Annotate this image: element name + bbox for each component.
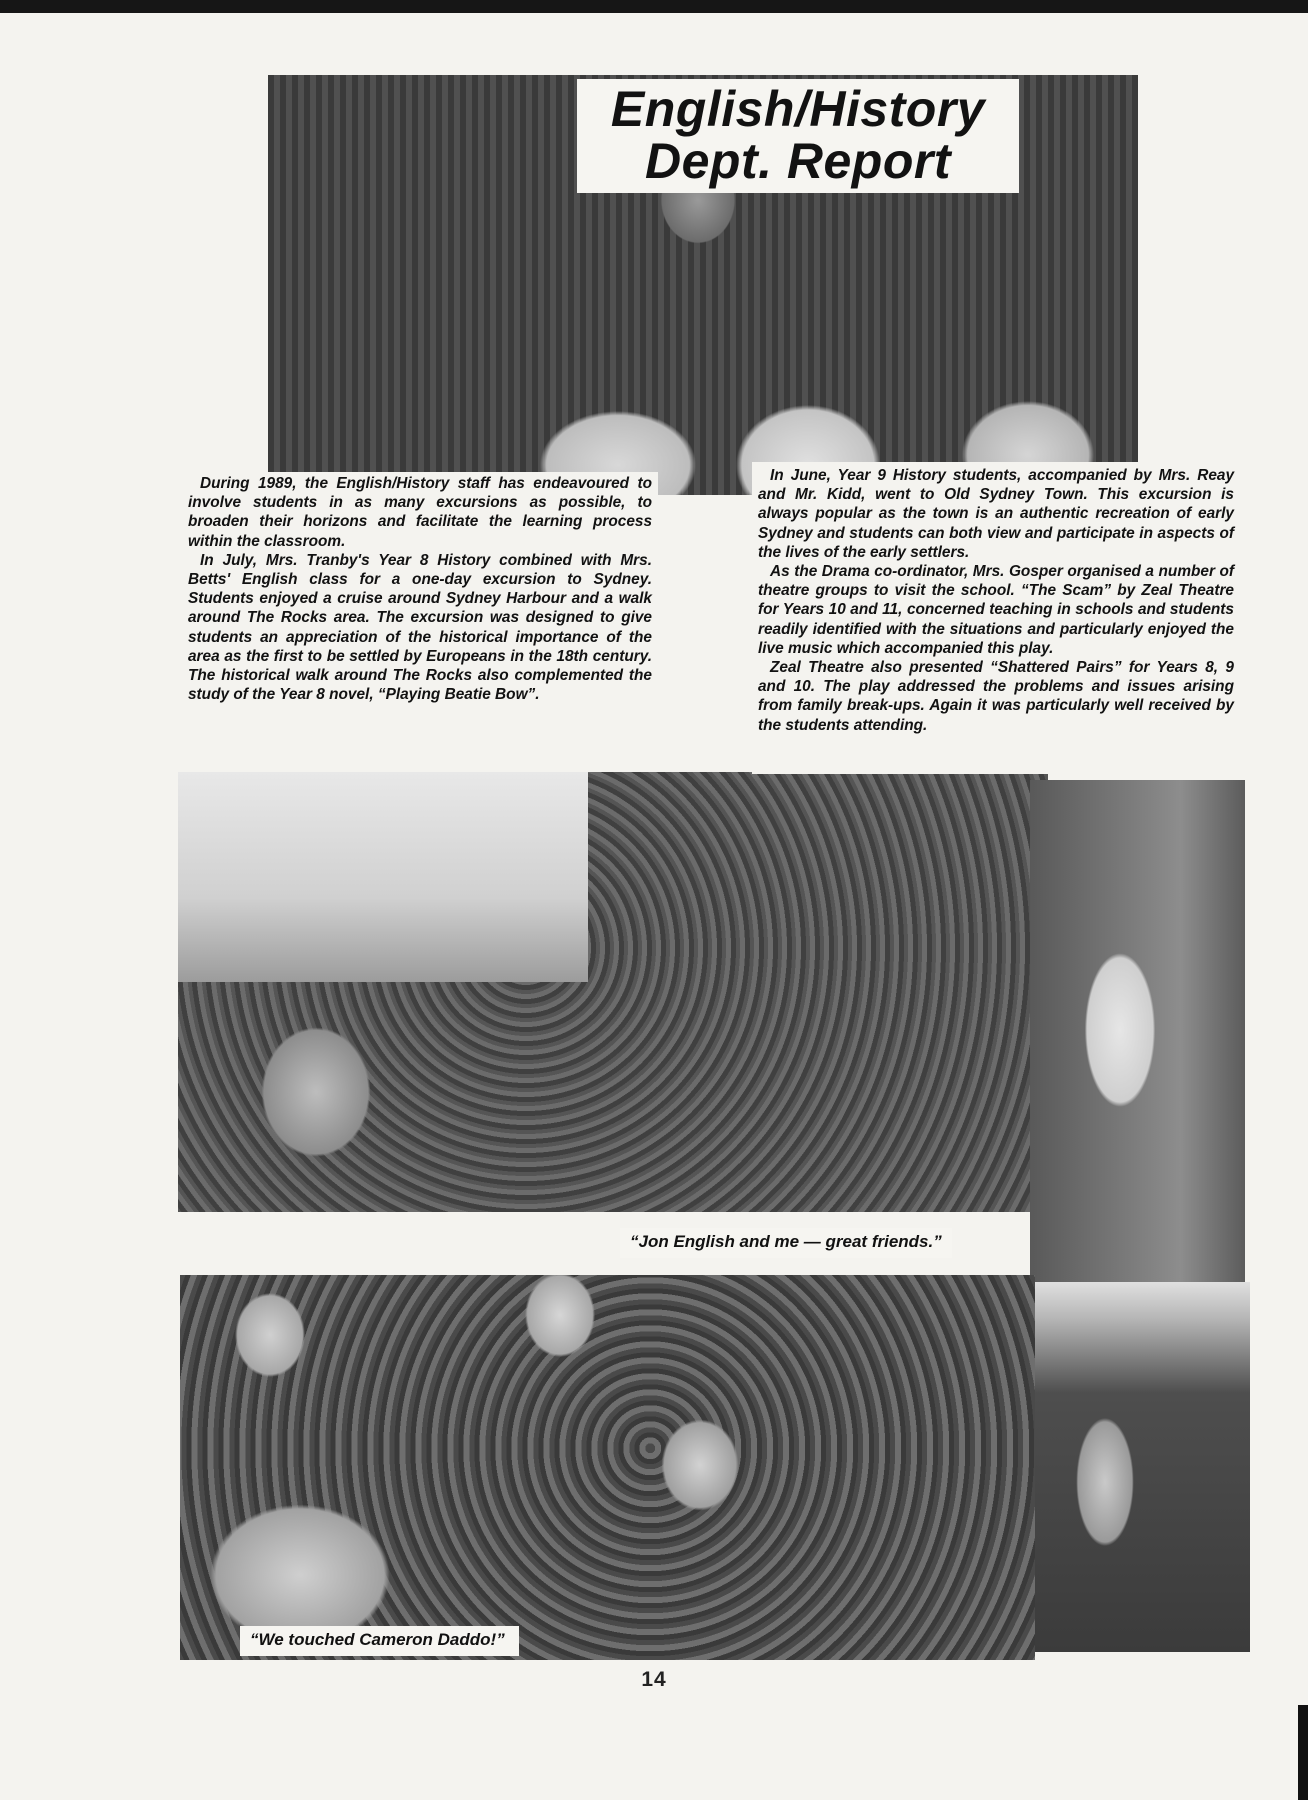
students-group-photo <box>180 1275 1035 1660</box>
paragraph: In July, Mrs. Tranby's Year 8 History combined with Mrs. Betts' English class for a one-day excursion to Sydney. Students enjoyed a cruise around Sydney Harbour and a walk around The Rocks area. The excursion was designed to give students an appreciation of the historical importance of the area as the first to be settled by Europeans in the 18th century. The historical walk around The Rocks also complemented the study of the Year 8 novel, “Playing Beatie Bow”. <box>188 551 652 704</box>
scan-edge-mark <box>1298 1705 1308 1800</box>
right-text-column <box>752 462 1234 774</box>
paragraph: During 1989, the English/History staff has endeavoured to involve students in as many excursions as possible, to broaden their horizons and facilitate the learning process within the classroom. <box>188 475 652 550</box>
caption-cameron-daddo: “We touched Cameron Daddo!” <box>240 1626 519 1656</box>
page-title <box>577 79 1019 193</box>
title-line-1: English/History <box>610 81 986 137</box>
left-text-column <box>188 472 658 747</box>
title-line-2: Dept. Report <box>645 133 951 189</box>
actor-performing-photo <box>1030 780 1245 1282</box>
caption-jon-english: “Jon English and me — great friends.” <box>620 1228 952 1258</box>
paragraph: Zeal Theatre also presented “Shattered Pairs” for Years 8, 9 and 10. The play addressed the problems and issues arising from family break-ups. Again it was particularly well received by the students attending. <box>758 659 1234 734</box>
paragraph: As the Drama co-ordinator, Mrs. Gosper organised a number of theatre groups to visit the school. “The Scam” by Zeal Theatre for Years 10 and 11, concerned teaching in schools and students readily identified with the situations and particularly enjoyed the live music which accompanied this play. <box>758 563 1234 657</box>
stage-hall-photo <box>178 772 588 982</box>
performers-photo <box>1035 1282 1250 1652</box>
paragraph: In June, Year 9 History students, accompanied by Mrs. Reay and Mr. Kidd, went to Old Sydney Town. This excursion is always popular as the town is an authentic recreation of early Sydney and students can both view and participate in aspects of the lives of the early settlers. <box>758 467 1234 561</box>
scan-top-edge <box>0 0 1308 13</box>
page-number: 14 <box>641 1668 667 1691</box>
